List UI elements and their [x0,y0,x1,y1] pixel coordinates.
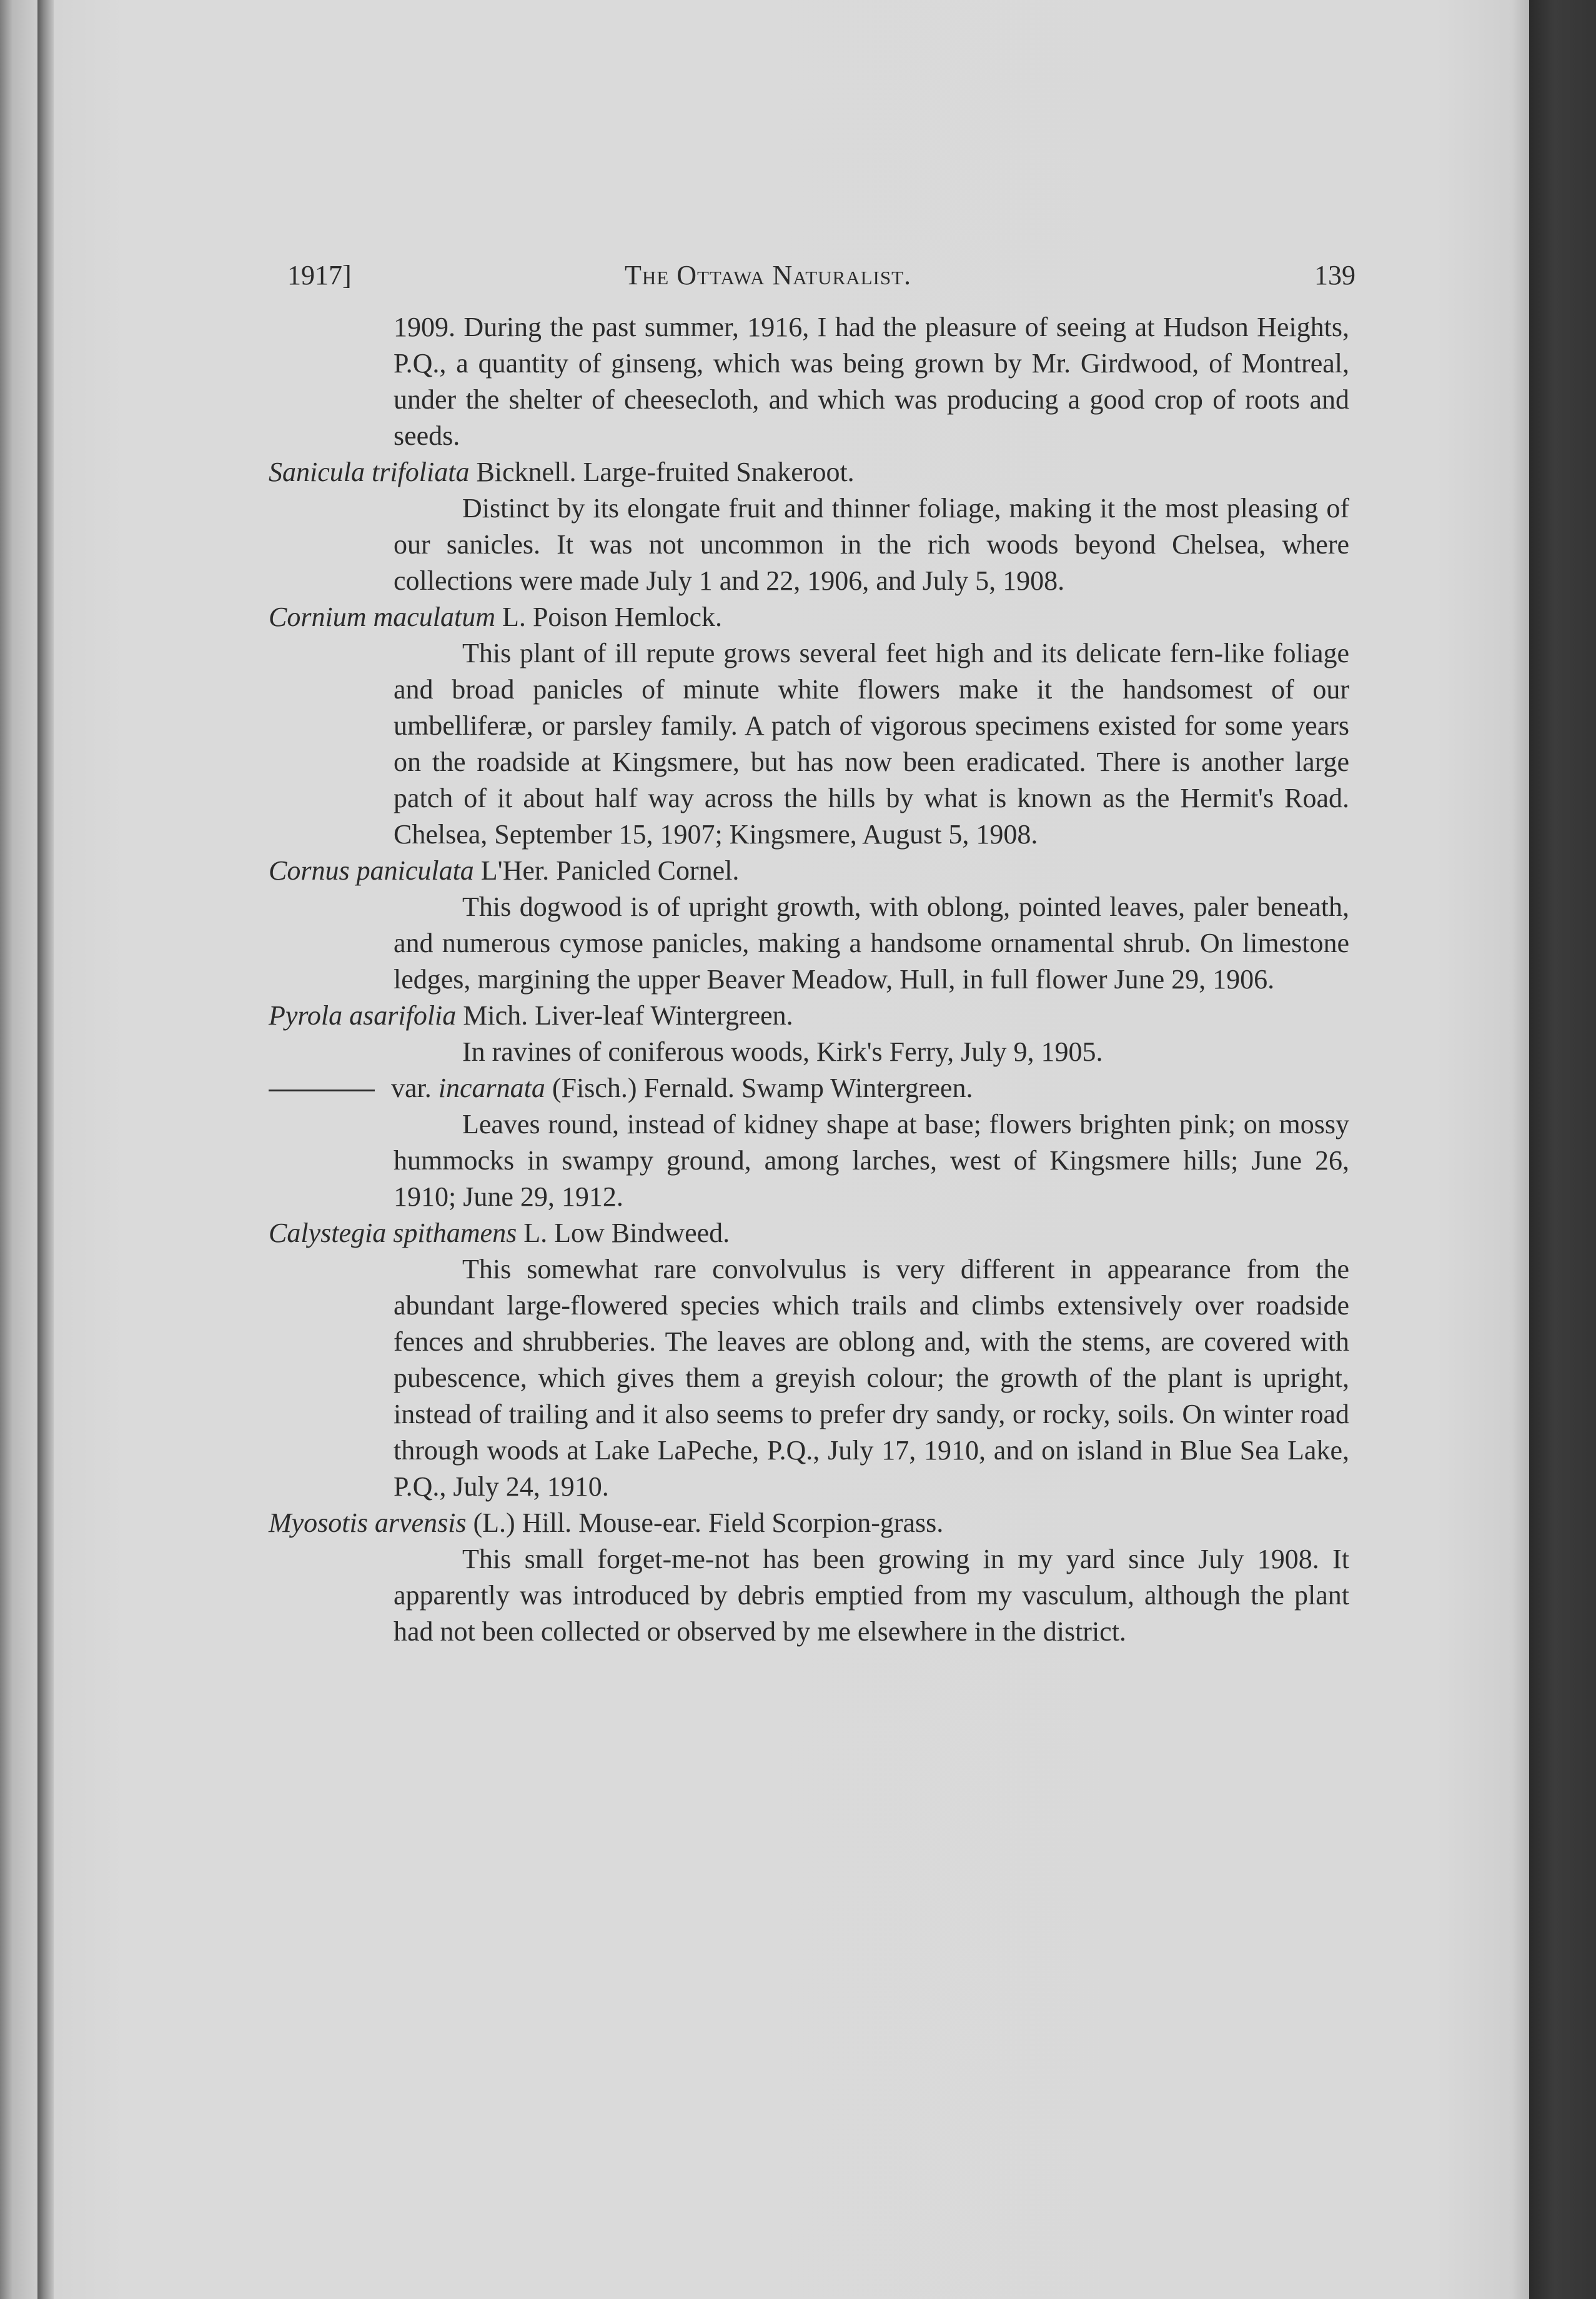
paragraph-ginseng: 1909. During the past summer, 1916, I had the pleasure of seeing at Hudson Heights, P.Q., a quantity of ginseng, which was being grown by Mr. Girdwood, of Montreal, under the shelter of cheesecloth, and which was producing a good crop of roots and seeds. [394,312,1349,451]
scientific-name: incarnata [438,1073,545,1103]
running-header [287,259,1356,309]
book-gutter [37,0,54,2299]
species-heading-cornus [269,853,1349,889]
species-heading-calystegia [269,1215,1349,1251]
species-common-name: L'Her. Panicled Cornel. [473,855,740,886]
species-heading-pyrola [269,998,1349,1034]
paragraph-calystegia: This somewhat rare convolvulus is very different in appearance from the abundant large-flowered species which trails and climbs extensively over roadside fences and shrubberies. The leaves are oblong and, with the stems, are covered with pubescence, which gives them a greyish colour; the growth of the plant is upright, instead of trailing and it also seems to prefer dry sandy, or rocky, soils. On winter road through woods at Lake LaPeche, P.Q., July 17, 1910, and on island in Blue Sea Lake, P.Q., July 24, 1910. [394,1254,1349,1502]
article-body [269,309,1349,1650]
scientific-name: Cornus paniculata [269,855,474,886]
species-heading-cornium [269,599,1349,635]
header-year: 1917] [287,260,352,290]
scientific-name: Pyrola asarifolia [269,1000,457,1031]
species-common-name: Mich. Liver-leaf Wintergreen. [456,1000,793,1031]
paragraph-incarnata: Leaves round, instead of kidney shape at base; flowers brighten pink; on mossy hummocks in swampy ground, among larches, west of Kingsmere hills; June 26, 1910; June 29, 1912. [394,1109,1349,1212]
scientific-name: Calystegia spithamens [269,1218,517,1248]
species-common-name: Bicknell. Large-fruited Snakeroot. [469,457,855,487]
species-heading-sanicula [269,454,1349,490]
paragraph-myosotis: This small forget-me-not has been growing in my yard since July 1908. It apparently was introduced by debris emptied from my vasculum, although the plant had not been collected or observed by me elsewhere in the district. [394,1544,1349,1647]
variety-heading-incarnata [269,1070,1349,1106]
ditto-rule [269,1090,375,1091]
species-common-name: (Fisch.) Fernald. Swamp Wintergreen. [545,1073,973,1103]
scientific-name: Cornium maculatum [269,602,495,632]
species-common-name: L. Poison Hemlock. [495,602,722,632]
variety-prefix: var. [391,1073,439,1103]
species-common-name: L. Low Bindweed. [517,1218,730,1248]
scan-border [1529,0,1596,2299]
paragraph-pyrola: In ravines of coniferous woods, Kirk's Ferry, July 9, 1905. [462,1036,1103,1067]
species-common-name: (L.) Hill. Mouse-ear. Field Scorpion-grass. [466,1507,944,1538]
journal-title: The Ottawa Naturalist. [625,260,912,290]
page-number: 139 [1314,260,1356,290]
paragraph-cornus: This dogwood is of upright growth, with oblong, pointed leaves, paler beneath, and numerous cymose panicles, making a handsome ornamental shrub. On limestone ledges, margining the upper Beaver Meadow, Hull, in full flower June 29, 1906. [394,891,1349,995]
scientific-name: Myosotis arvensis [269,1507,467,1538]
paragraph-cornium: This plant of ill repute grows several feet high and its delicate fern-like foliage and broad panicles of minute white flowers make it the handsomest of our umbelliferæ, or parsley family. A patch of vigorous specimens existed for some years on the roadside at Kingsmere, but has now been eradicated. There is another large patch of it about half way across the hills by what is known as the Hermit's Road. Chelsea, September 15, 1907; Kingsmere, August 5, 1908. [394,638,1349,850]
scientific-name: Sanicula trifoliata [269,457,470,487]
paragraph-sanicula: Distinct by its elongate fruit and thinner foliage, making it the most pleasing of our sanicles. It was not uncommon in the rich woods beyond Chelsea, where collections were made July 1 and 22, 1906, and July 5, 1908. [394,493,1349,596]
journal-page [269,259,1356,1650]
species-heading-myosotis [269,1505,1349,1541]
